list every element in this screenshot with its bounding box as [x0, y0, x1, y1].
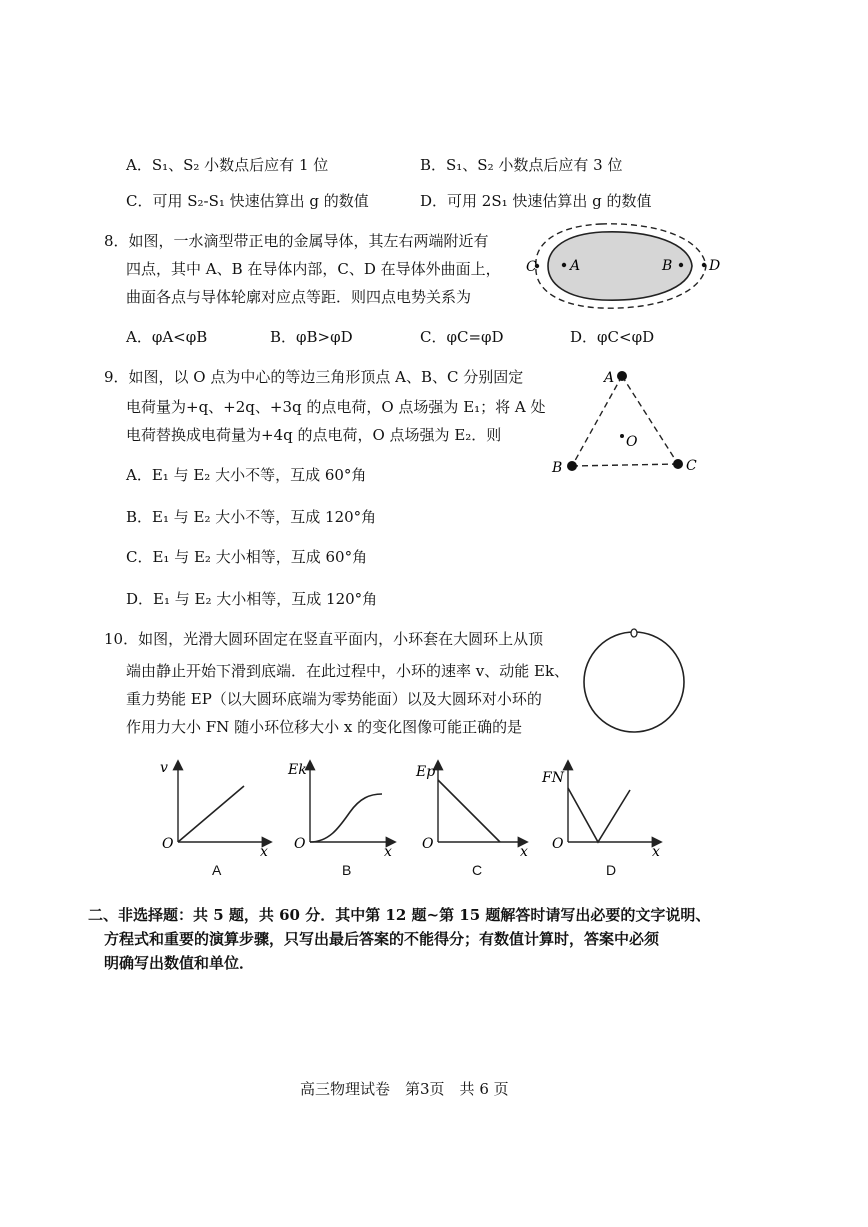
graph-b-y-label: Ek [288, 762, 307, 778]
label-o: O [626, 434, 638, 450]
graph-a-x-label: x [260, 844, 268, 860]
q9-option-d: D．E₁ 与 E₂ 大小相等，互成 120°角 [126, 590, 378, 608]
graph-b-origin: O [294, 836, 306, 852]
graph-c-x-label: x [520, 844, 528, 860]
graph-c-y-label: Ep [416, 764, 436, 780]
q9-equilateral-triangle-figure [548, 364, 708, 479]
side-bc [572, 464, 678, 466]
point-d-dot [702, 263, 706, 267]
label-c: C [686, 458, 697, 474]
graph-d-x-label: x [652, 844, 660, 860]
charge-c [673, 459, 683, 469]
q8-option-a: A．φA<φB [126, 328, 208, 346]
graph-d-origin: O [552, 836, 564, 852]
graph-b-curve [310, 794, 382, 842]
q10-stem-line2: 端由静止开始下滑到底端．在此过程中，小环的速率 v、动能 Ek、 [126, 662, 570, 680]
q8-option-d: D．φC<φD [570, 328, 655, 346]
graph-c-curve [438, 780, 500, 842]
graph-b [287, 762, 394, 860]
point-b-dot [679, 263, 683, 267]
graph-b-caption: B [342, 862, 352, 878]
q10-large-ring-figure [580, 624, 690, 734]
graph-d-y-label: FN [542, 770, 564, 786]
q10-stem-line4: 作用力大小 FN 随小环位移大小 x 的变化图像可能正确的是 [126, 718, 523, 736]
q8-stem-line2: 四点，其中 A、B 在导体内部，C、D 在导体外曲面上， [126, 260, 501, 278]
graph-a-y-label: v [160, 760, 168, 776]
q8-stem-line1: 8．如图，一水滴型带正电的金属导体，其左右两端附近有 [104, 232, 489, 250]
q10-stem-line1: 10．如图，光滑大圆环固定在竖直平面内，小环套在大圆环上从顶 [104, 630, 544, 648]
q9-option-c: C．E₁ 与 E₂ 大小相等，互成 60°角 [126, 548, 368, 566]
label-d: D [709, 258, 721, 274]
q10-stem-line3: 重力势能 EP（以大圆环底端为零势能面）以及大圆环对小环的 [126, 690, 542, 708]
q9-stem-line1: 9．如图，以 O 点为中心的等边三角形顶点 A、B、C 分别固定 [104, 368, 524, 386]
label-a: A [570, 258, 581, 274]
q9-option-b: B．E₁ 与 E₂ 大小不等，互成 120°角 [126, 508, 377, 526]
charge-b [567, 461, 577, 471]
q9-option-a: A．E₁ 与 E₂ 大小不等，互成 60°角 [126, 466, 367, 484]
small-ring [631, 629, 637, 637]
q7-option-a: A．S₁、S₂ 小数点后应有 1 位 [126, 156, 329, 174]
graph-a-origin: O [162, 836, 174, 852]
q9-stem-line2: 电荷量为+q、+2q、+3q 的点电荷，O 点场强为 E₁；将 A 处 [126, 398, 546, 416]
q8-option-c: C．φC=φD [420, 328, 504, 346]
graph-a [160, 760, 270, 860]
graph-c-origin: O [422, 836, 434, 852]
graph-d-caption: D [606, 862, 617, 878]
graph-c [415, 762, 528, 860]
section2-line1: 二、非选择题：共 5 题，共 60 分．其中第 12 题~第 15 题解答时请写出必要的文字说明、 [88, 906, 711, 924]
charge-a [617, 371, 627, 381]
q7-option-b: B．S₁、S₂ 小数点后应有 3 位 [420, 156, 623, 174]
section2-line2: 方程式和重要的演算步骤，只写出最后答案的不能得分；有数值计算时，答案中必须 [104, 930, 660, 948]
q7-option-c: C．可用 S₂-S₁ 快速估算出 g 的数值 [126, 192, 369, 210]
side-ac [622, 376, 678, 464]
q8-teardrop-conductor-figure [526, 218, 726, 318]
label-c: C [526, 259, 537, 275]
q8-option-b: B．φB>φD [270, 328, 353, 346]
graph-d-curve [568, 788, 630, 842]
label-b: B [662, 258, 673, 274]
label-b: B [552, 460, 563, 476]
side-ab [572, 376, 622, 466]
center-o-dot [620, 434, 624, 438]
q9-stem-line3: 电荷替换成电荷量为+4q 的点电荷，O 点场强为 E₂．则 [126, 426, 502, 444]
graph-b-x-label: x [384, 844, 392, 860]
graph-c-caption: C [472, 862, 483, 878]
page-footer: 高三物理试卷 第3页 共 6 页 [300, 1080, 509, 1098]
large-ring [584, 632, 684, 732]
graph-a-curve [178, 786, 244, 842]
graph-d [541, 762, 660, 860]
section2-line3: 明确写出数值和单位． [104, 954, 255, 972]
q8-stem-line3: 曲面各点与导体轮廓对应点等距．则四点电势关系为 [126, 288, 472, 306]
graph-a-caption: A [212, 862, 222, 878]
q10-graphs [150, 756, 690, 861]
point-a-dot [562, 263, 566, 267]
label-a: A [604, 370, 615, 386]
q7-option-d: D．可用 2S₁ 快速估算出 g 的数值 [420, 192, 652, 210]
